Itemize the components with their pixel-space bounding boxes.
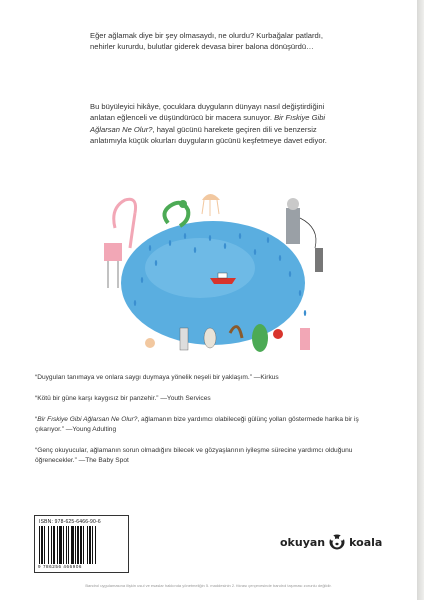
cover-illustration (90, 188, 340, 366)
review-young-adulting-rest: , ağlamanın bize yardımcı olabileceği gülünç yolları göstermede harika bir iş çıkarıyor.” —Young Adulting (35, 416, 359, 433)
intro-paragraph (90, 30, 340, 53)
book-spine-edge (417, 0, 424, 600)
story-paragraph (90, 101, 340, 147)
isbn-label: ISBN: 978-625-6466-90-6 (39, 519, 101, 525)
publisher-name-1: okuyan (280, 535, 326, 549)
review-open-quote: “ (35, 416, 38, 423)
publisher-logo (280, 532, 382, 552)
review-baby-spot: “Genç okuyucular, ağlamanın sorun olmadığını bilecek ve gözyaşlarının iyileşme sürecine yardımcı olduğunu öğrenecekler.” —The Baby Spot (35, 447, 353, 464)
review-book-title: Bir Fıskiye Gibi Ağlarsan Ne Olur? (37, 416, 138, 423)
story-text-part1: Bu büyüleyici hikâye, çocuklara duyguların dünyayı nasıl değiştirdiğini anlatan eğlenceli ve düşündürücü bir macera sunuyor. (90, 102, 325, 123)
story-text (90, 101, 340, 147)
barcode-bars (39, 526, 124, 564)
footer-legal-note: Bandrol uygulamasına ilişkin usul ve esaslar hakkında yönetmeliğin 5. maddesinin 2. fıkrası çerçevesinde bandrol taşıması zorunlu değildir. (85, 583, 332, 588)
story-book-title: Bir Fıskiye Gibi Ağlarsan Ne Olur? (90, 113, 326, 134)
barcode-box (34, 515, 129, 573)
jellyfish (202, 194, 220, 216)
koala-icon (329, 534, 345, 550)
reviews-section (35, 373, 380, 477)
review-youth-services: “Kötü bir güne karşı kaygısız bir panzehir.” —Youth Services (35, 395, 211, 402)
review-kirkus: “Duyguları tanımaya ve onlara saygı duymaya yönelik neşeli bir yaklaşım.” —Kirkus (35, 374, 279, 381)
barcode-number: 9 786256 466906 (38, 564, 83, 569)
publisher-name-2: koala (349, 535, 383, 549)
review-young-adulting (35, 415, 380, 435)
lake-highlight (145, 238, 255, 298)
green-snake (164, 200, 188, 226)
story-text-part2: , hayal gücünü harekete geçiren dili ve benzersiz anlatımıyla küçük okurları duyguların gücünü keşfetmeye davet ediyor. (90, 124, 327, 146)
intro-text: Eğer ağlamak diye bir şey olmasaydı, ne olurdu? Kurbağalar patlardı, nehirler kururdu, bulutlar giderek devasa birer balona dönüşürdü… (90, 31, 324, 52)
